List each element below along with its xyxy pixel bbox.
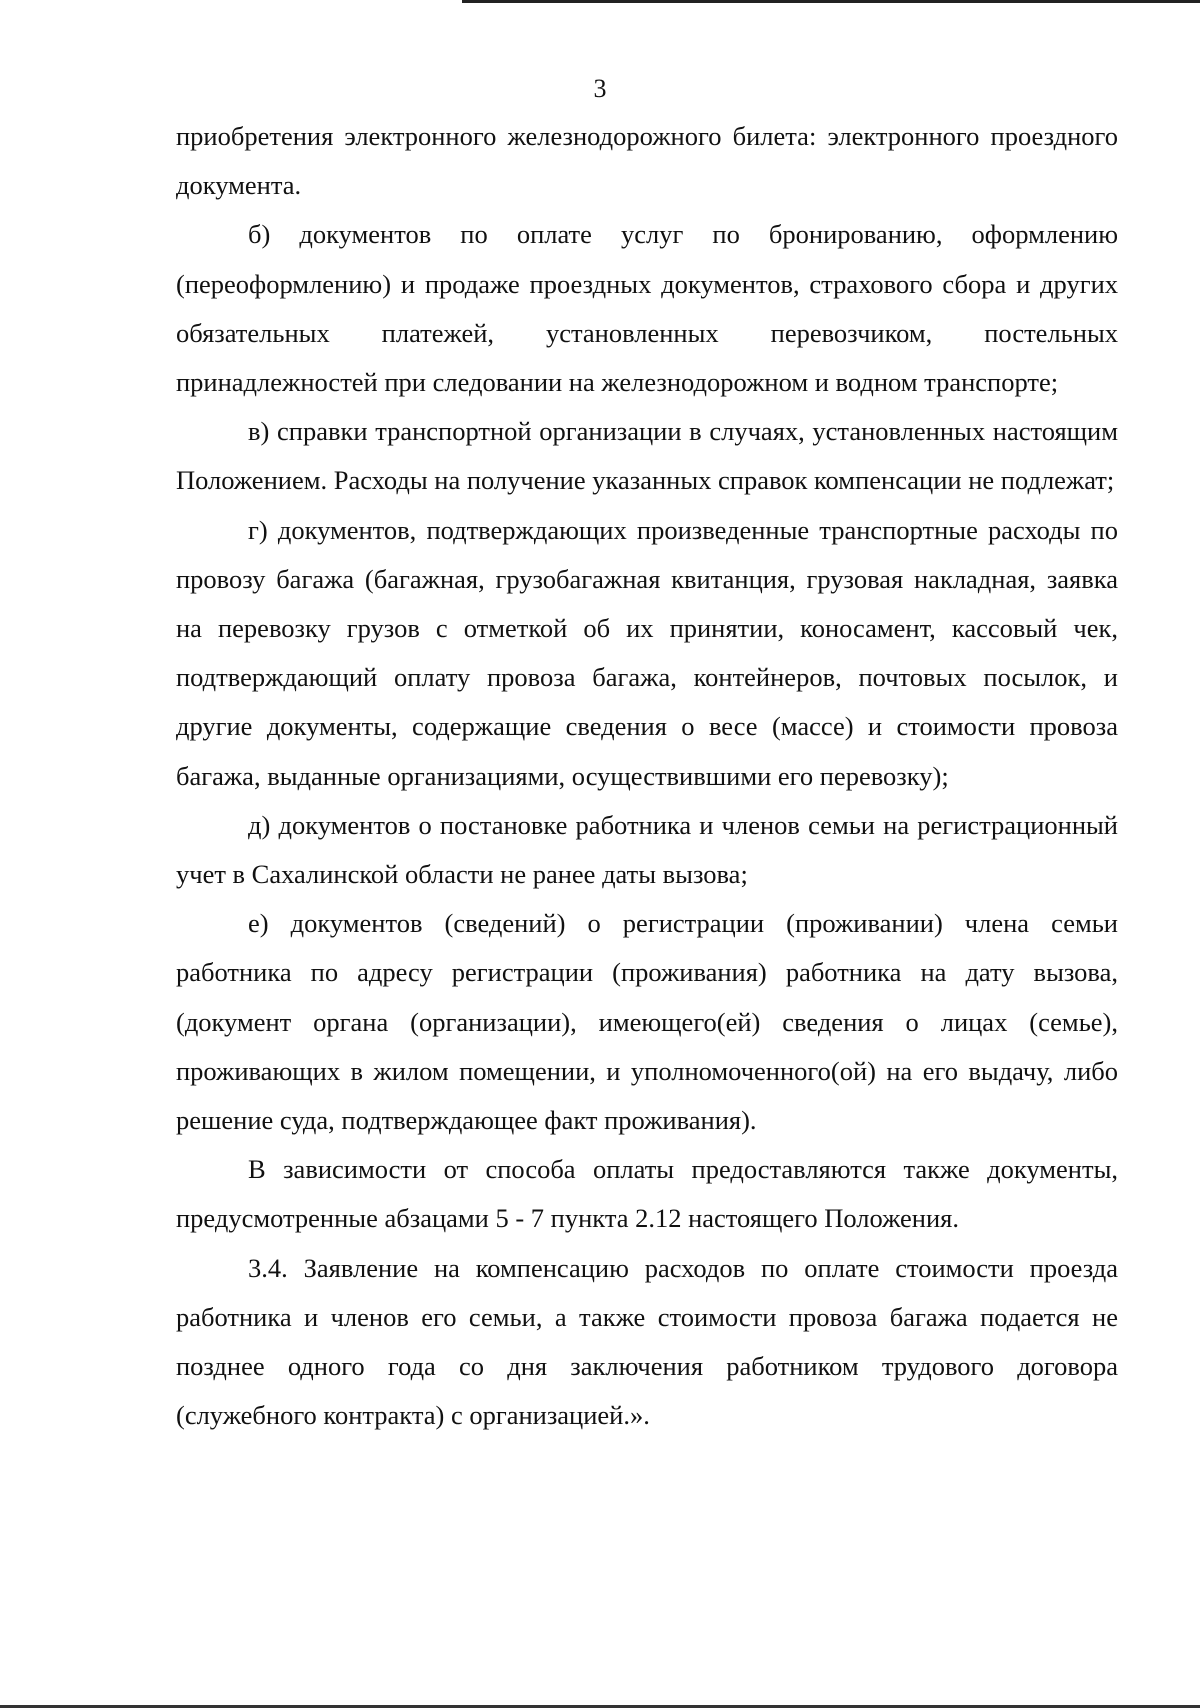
paragraph-item-v: в) справки транспортной организации в случаях, установленных настоящим Положением. Расходы на получение указанных справок компенсации не подлежат; — [176, 416, 1118, 496]
paragraph-continuation: приобретения электронного железнодорожного билета: электронного проездного документа. — [176, 121, 1118, 201]
paragraph-payment-note: В зависимости от способа оплаты предоставляются также документы, предусмотренные абзацами 5 - 7 пункта 2.12 настоящего Положения. — [176, 1154, 1118, 1234]
page-number: 3 — [593, 74, 607, 103]
document-body — [176, 112, 1118, 1440]
scan-edge-top — [462, 0, 1200, 3]
paragraph-clause-3-4: 3.4. Заявление на компенсацию расходов по оплате стоимости проезда работника и членов его семьи, а также стоимости провоза багажа подается не позднее одного года со дня заключения работником трудового договора (служебного контракта) с организацией.». — [176, 1252, 1118, 1431]
paragraph-item-b: б) документов по оплате услуг по бронированию, оформлению (переоформлению) и продаже проездных документов, страхового сбора и других обязательных платежей, установленных перевозчиком, постельных принадлежностей при следовании на железнодорожном и водном транспорте; — [176, 219, 1118, 398]
paragraph-item-d: д) документов о постановке работника и членов семьи на регистрационный учет в Сахалинской области не ранее даты вызова; — [176, 809, 1118, 890]
paragraph-item-g: г) документов, подтверждающих произведенные транспортные расходы по провозу багажа (багажная, грузобагажная квитанция, грузовая накладная, заявка на перевозку грузов с отметкой об их принятии, коносамент, кассовый чек, подтверждающий оплату провоза багажа, контейнеров, почтовых посылок, и другие документы, содержащие сведения о весе (массе) и стоимости провоза багажа, выданные организациями, осуществившими его перевозку); — [176, 514, 1118, 791]
paragraph-item-e: е) документов (сведений) о регистрации (проживании) члена семьи работника по адресу регистрации (проживания) работника на дату вызова, (документ органа (организации), имеющего(ей) сведения о лицах (семье), проживающих в жилом помещении, и уполномоченного(ой) на его выдачу, либо решение суда, подтверждающее факт проживания). — [176, 908, 1118, 1136]
